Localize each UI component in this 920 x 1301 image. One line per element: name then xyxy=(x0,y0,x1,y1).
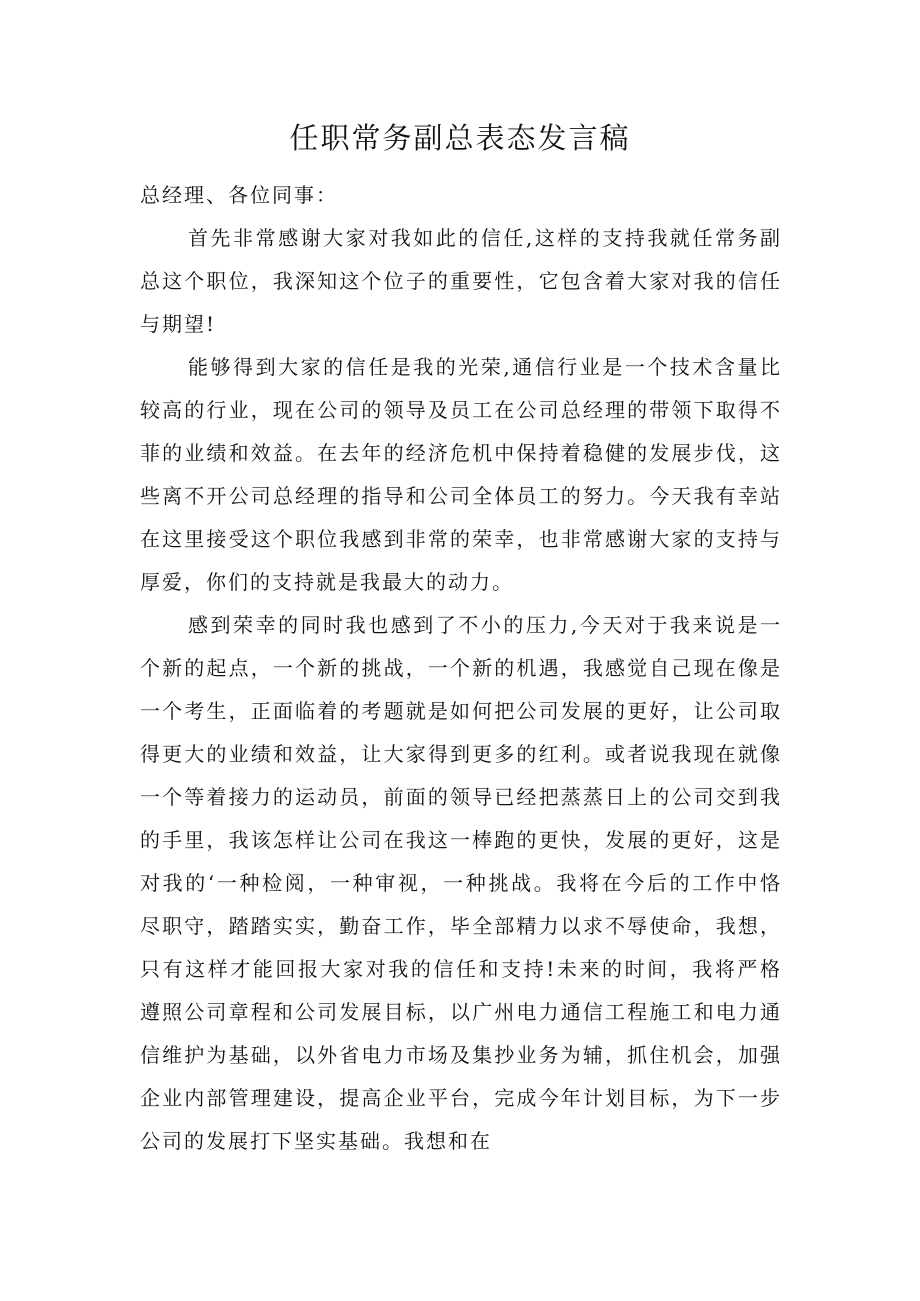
paragraph-3: 感到荣幸的同时我也感到了不小的压力,今天对于我来说是一个新的起点，一个新的挑战，一个新的机遇，我感觉自己现在像是一个考生，正面临着的考题就是如何把公司发展的更好，让公司取得更大的业绩和效益，让大家得到更多的红利。或者说我现在就像一个等着接力的运动员，前面的领导已经把蒸蒸日上的公司交到我的手里，我该怎样让公司在我这一棒跑的更快，发展的更好，这是对我的‘一种检阅，一种审视，一种挑战。我将在今后的工作中恪尽职守，踏踏实实，勤奋工作，毕全部精力以求不辱使命，我想，只有这样才能回报大家对我的信任和支持!未来的时间，我将严格遵照公司章程和公司发展目标，以广州电力通信工程施工和电力通信维护为基础，以外省电力市场及集抄业务为辅，抓住机会，加强企业内部管理建设，提高企业平台，完成今年计划目标，为下一步公司的发展打下坚实基础。我想和在 xyxy=(140,613,782,1153)
paragraph-2: 能够得到大家的信任是我的光荣,通信行业是一个技术含量比较高的行业，现在公司的领导及员工在公司总经理的带领下取得不菲的业绩和效益。在去年的经济危机中保持着稳健的发展步伐，这些离不开公司总经理的指导和公司全体员工的努力。今天我有幸站在这里接受这个职位我感到非常的荣幸，也非常感谢大家的支持与厚爱，你们的支持就是我最大的动力。 xyxy=(140,355,782,594)
document-title: 任职常务副总表态发言稿 xyxy=(289,121,631,155)
salutation: 总经理、各位同事： xyxy=(140,183,338,207)
paragraph-1: 首先非常感谢大家对我如此的信任,这样的支持我就任常务副总这个职位，我深知这个位子的重要性，它包含着大家对我的信任与期望! xyxy=(140,226,782,336)
document-body xyxy=(140,174,782,1163)
